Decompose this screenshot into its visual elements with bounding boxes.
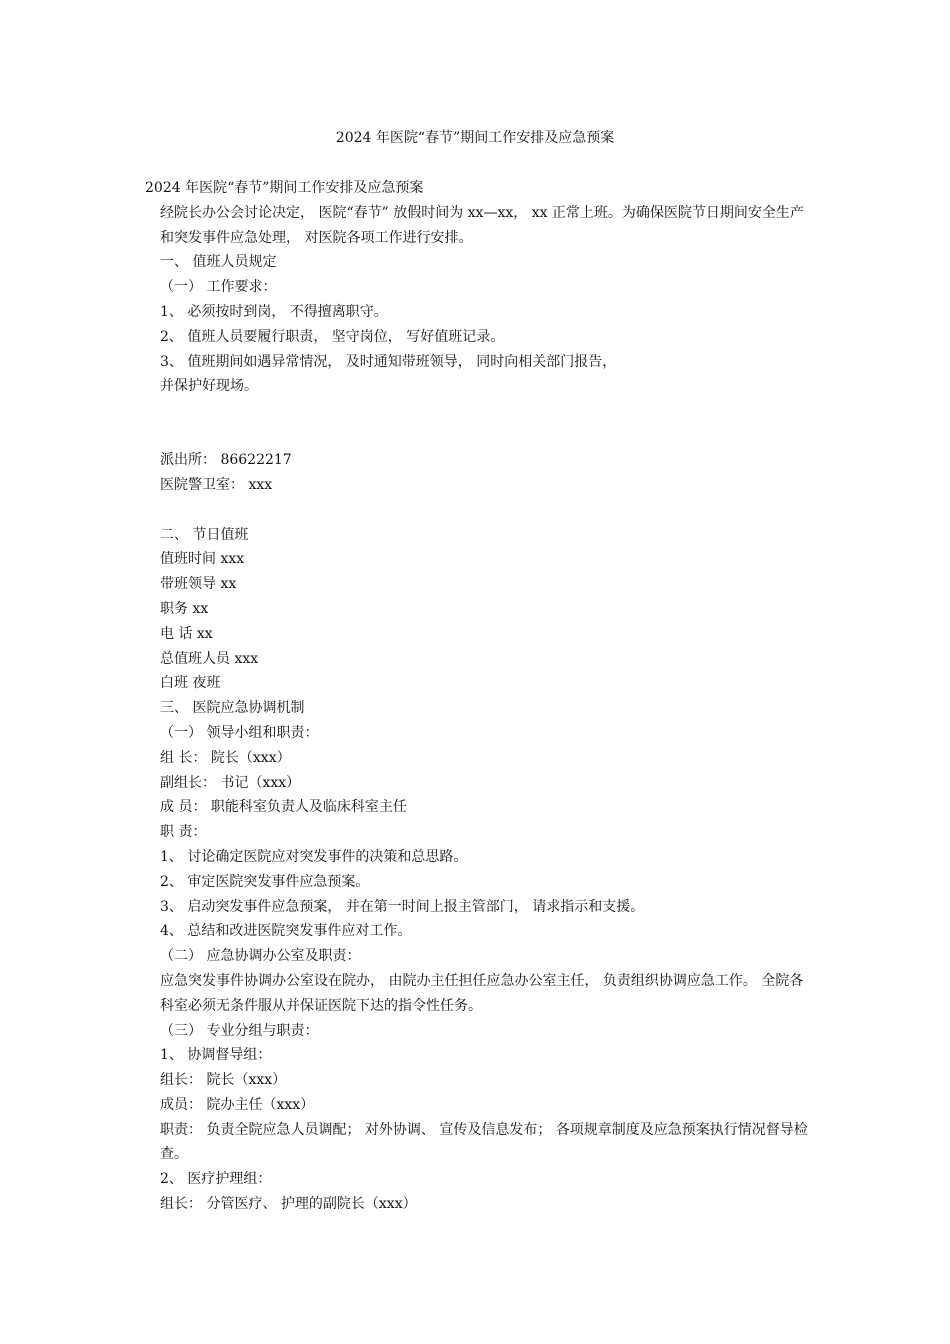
document-title: 2024 年医院“春节”期间工作安排及应急预案 xyxy=(335,130,615,146)
list-item: 4、 总结和改进医院突发事件应对工作。 xyxy=(160,923,412,940)
intro-paragraph: 经院长办公会讨论决定， 医院“春节” 放假时间为 xx—xx， xx 正常上班。为确保医院节日期间安全生产和突发事件应急处理， 对医院各项工作进行安排。 xyxy=(160,204,804,246)
list-item: 2、 医疗护理组： xyxy=(160,1171,272,1188)
guard-room-contact: 医院警卫室： xxx xyxy=(160,476,273,493)
list-item-continued: 并保护好现场。 xyxy=(160,378,258,395)
section-heading: 三、 医院应急协调机制 xyxy=(160,700,305,717)
duty-field: 电 话 xx xyxy=(160,625,213,642)
section-heading: 二、 节日值班 xyxy=(160,526,249,543)
document-body xyxy=(145,176,810,1217)
list-item: 3、 值班期间如遇异常情况， 及时通知带班领导， 同时向相关部门报告， xyxy=(160,353,617,370)
duty-field: 职务 xx xyxy=(160,600,209,617)
member-line: 组长： 分管医疗、 护理的副院长（xxx） xyxy=(160,1196,417,1213)
section-heading: 一、 值班人员规定 xyxy=(160,254,277,271)
police-contact: 派出所： 86622217 xyxy=(160,452,292,469)
list-item: 3、 启动突发事件应急预案， 并在第一时间上报主管部门， 请求指示和支援。 xyxy=(160,898,645,915)
list-item: 1、 必须按时到岗， 不得擅离职守。 xyxy=(160,303,388,320)
member-line: 组长： 院长（xxx） xyxy=(160,1072,287,1089)
list-item: 2、 值班人员要履行职责， 坚守岗位， 写好值班记录。 xyxy=(160,328,505,345)
list-item: 1、 讨论确定医院应对突发事件的决策和总思路。 xyxy=(160,848,468,865)
duty-field: 带班领导 xx xyxy=(160,576,237,593)
member-line: 成员： 院办主任（xxx） xyxy=(160,1096,315,1113)
subsection-heading: （一） 领导小组和职责： xyxy=(160,724,319,741)
duty-field: 白班 夜班 xyxy=(160,675,221,692)
duty-field: 值班时间 xxx xyxy=(160,551,245,568)
office-paragraph: 应急突发事件协调办公室设在院办， 由院办主任担任应急办公室主任， 负责组织协调应急工作。 全院各科室必须无条件服从并保证医院下达的指令性任务。 xyxy=(160,972,804,1014)
list-item: 2、 审定医院突发事件应急预案。 xyxy=(160,873,370,890)
member-line: 副组长： 书记（xxx） xyxy=(160,774,301,791)
subsection-heading: （二） 应急协调办公室及职责： xyxy=(160,948,361,965)
subsection-heading: （三） 专业分组与职责： xyxy=(160,1022,319,1039)
duties-paragraph: 职责： 负责全院应急人员调配； 对外协调、 宣传及信息发布； 各项规章制度及应急预案执行情况督导检查。 xyxy=(160,1121,808,1163)
list-item: 1、 协调督导组： xyxy=(160,1047,272,1064)
body-heading: 2024 年医院“春节”期间工作安排及应急预案 xyxy=(145,180,424,196)
member-line: 成 员： 职能科室负责人及临床科室主任 xyxy=(160,799,407,816)
member-line: 组 长： 院长（xxx） xyxy=(160,749,291,766)
duty-field: 总值班人员 xxx xyxy=(160,650,259,667)
duties-label: 职 责： xyxy=(160,824,207,841)
subsection-heading: （一） 工作要求： xyxy=(160,279,277,296)
